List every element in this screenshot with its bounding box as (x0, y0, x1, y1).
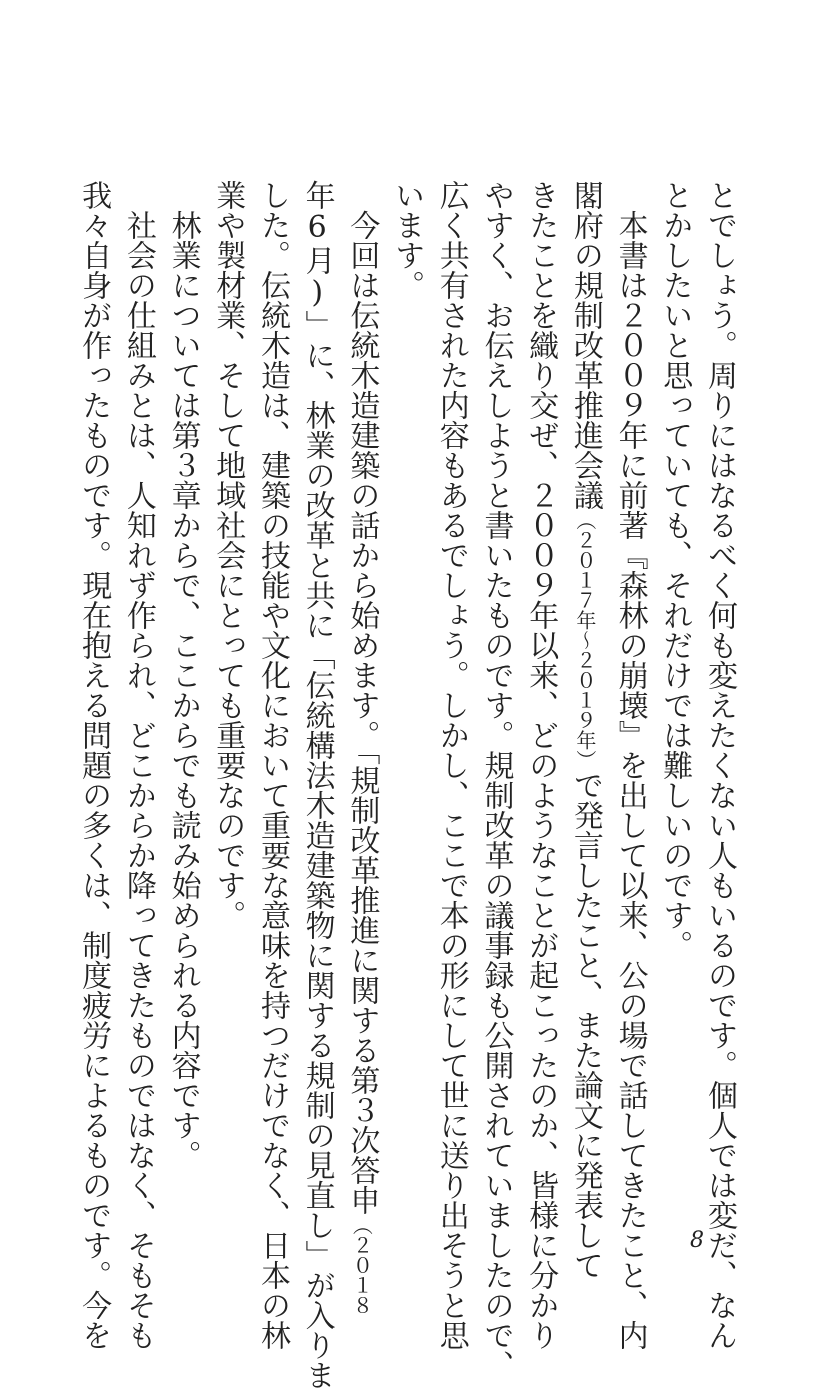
text-line-1: とでしょう。周りにはなるべく何も変えたくない人もいるのです。個人では変だ、なん (702, 180, 737, 1350)
text-line-15: 我々自身が作ったものです。現在抱える問題の多くは、制度疲労によるものです。今を (76, 180, 112, 1350)
text-line-9-head: 今回は伝統木造建築の話から始めます。「規制改革推進に関する第３次答申 (344, 180, 380, 1215)
text-line-4-tail: で発言したこと、また論文に発表して (567, 770, 603, 1280)
page-number: 8 (690, 1228, 704, 1253)
text-line-2: とかしたいと思っていても、それだけでは難しいのです。 (657, 180, 693, 960)
text-line-4 (562, 180, 607, 1280)
text-line-4-note: （２０１７年〜２０１９年） (572, 510, 597, 770)
text-line-3: 本書は２００９年に前著『森林の崩壊』を出して以来、公の場で話してきたこと、内 (612, 180, 648, 1350)
text-line-14: 社会の仕組みとは、人知れず作られ、どこからか降ってきたものではなく、そもそも (120, 180, 156, 1350)
text-line-8: います。 (389, 180, 425, 300)
text-line-9 (339, 180, 384, 1315)
text-line-7: 広く共有された内容もあるでしょう。しかし、ここで本の形にして世に送り出そうと思 (433, 180, 469, 1350)
text-line-6: やすく、お伝えしようと書いたものです。規制改革の議事録も公開されていましたので、 (478, 180, 514, 1380)
text-line-13: 林業については第３章からで、ここからでも読み始められる内容です。 (165, 180, 201, 1170)
text-line-11: した。伝統木造は、建築の技能や文化において重要な意味を持つだけでなく、日本の林 (254, 180, 290, 1350)
text-line-12: 業や製材業、そして地域社会にとっても重要なのです。 (210, 180, 246, 930)
text-line-10: 年6月)」に、林業の改革と共に「伝統構法木造建築物に関する規制の見直し」が入りま (299, 180, 335, 1390)
vertical-text-body (76, 180, 741, 1390)
text-line-5: きたことを織り交ぜ、２００９年以来、どのようなことが起こったのか、皆様に分かり (523, 180, 559, 1350)
text-line-4-head: 閣府の規制改革推進会議 (567, 180, 603, 510)
text-line-9-note: （２０１８ (349, 1215, 374, 1315)
